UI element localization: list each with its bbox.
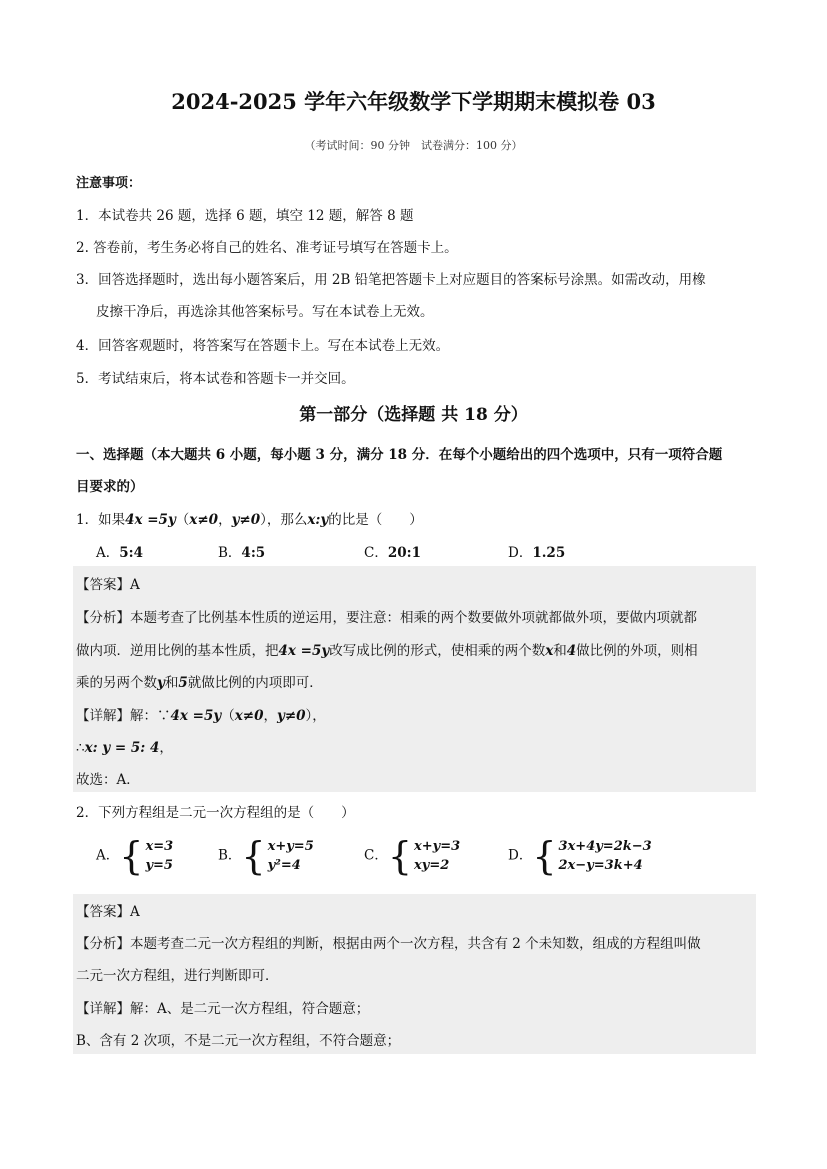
note-item: 3．回答选择题时，选出每小题答案后，用 2B 铅笔把答题卡上对应题目的答案标号涂黑。如需改动，用橡 <box>76 272 706 288</box>
exam-info: （考试时间：90 分钟 试卷满分：100 分） <box>304 139 523 152</box>
q2-detail: B、含有 2 次项，不是二元一次方程组，不符合题意； <box>76 1033 401 1049</box>
q1-analysis: 乘的另两个数y和5就做比例的内项即可． <box>76 675 323 691</box>
q1-choice: 故选：A． <box>76 772 140 788</box>
q2-answer: 【答案】A <box>76 904 140 920</box>
question-1-stem: 1．如果4x =5y（x≠0，y≠0），那么x:y的比是（ ） <box>76 512 423 528</box>
q1-detail: 【详解】解：∵4x =5y（x≠0，y≠0）， <box>76 708 326 724</box>
q2-option-d: D． { 3x+4y=2k−3 2x−y=3k+4 <box>508 834 652 878</box>
q1-analysis: 【分析】本题考查了比例基本性质的逆运用，要注意：相乘的两个数要做外项就都做外项，要做内项就都 <box>76 610 697 626</box>
q2-option-c: C． { x+y=3 xy=2 <box>364 834 461 878</box>
q1-option-c: C．20:1 <box>364 545 422 561</box>
section-heading: 一、选择题（本大题共 6 小题，每小题 3 分，满分 18 分．在每个小题给出的四个选项中，只有一项符合题 <box>76 447 723 463</box>
section-heading: 目要求的） <box>76 479 144 495</box>
note-item: 4．回答客观题时，将答案写在答题卡上。写在本试卷上无效。 <box>76 338 450 354</box>
q2-option-b: B． { x+y=5 y²=4 <box>218 834 314 878</box>
q1-analysis: 做内项．逆用比例的基本性质，把4x =5y改写成比例的形式，使相乘的两个数x和4做比例的外项，则相 <box>76 643 698 659</box>
question-2-stem: 2．下列方程组是二元一次方程组的是（ ） <box>76 805 355 821</box>
note-item: 2. 答卷前，考生务必将自己的姓名、准考证号填写在答题卡上。 <box>76 240 458 256</box>
q1-detail: ∴x: y = 5: 4， <box>76 740 173 756</box>
q1-answer: 【答案】A <box>76 577 140 593</box>
note-item: 5．考试结束后，将本试卷和答题卡一并交回。 <box>76 371 355 387</box>
q2-detail: 【详解】解：A、是二元一次方程组，符合题意； <box>76 1001 370 1017</box>
note-item: 1．本试卷共 26 题，选择 6 题，填空 12 题，解答 8 题 <box>76 208 414 224</box>
q2-analysis: 二元一次方程组，进行判断即可． <box>76 968 279 984</box>
page-title: 2024-2025 学年六年级数学下学期期末模拟卷 03 <box>171 89 656 114</box>
q1-option-b: B．4:5 <box>218 545 266 561</box>
notes-heading: 注意事项： <box>76 176 142 191</box>
q1-option-d: D．1.25 <box>508 545 566 561</box>
note-item: 皮擦干净后，再选涂其他答案标号。写在本试卷上无效。 <box>96 304 434 320</box>
part-title: 第一部分（选择题 共 18 分） <box>299 405 528 425</box>
q1-option-a: A．5:4 <box>96 545 144 561</box>
q2-option-a: A． { x=3 y=5 <box>96 834 174 878</box>
q2-analysis: 【分析】本题考查二元一次方程组的判断，根据由两个一次方程，共含有 2 个未知数，组成的方程组叫做 <box>76 936 701 952</box>
